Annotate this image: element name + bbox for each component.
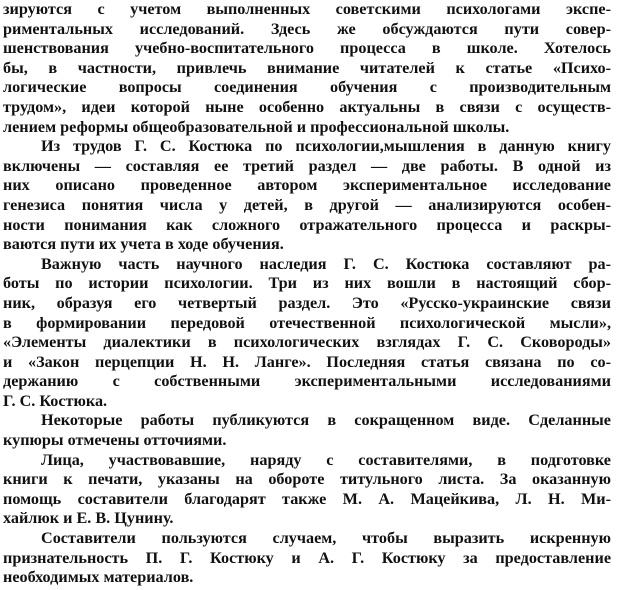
text-line: логические вопросы соединения обучения с производительным	[3, 78, 611, 97]
text-line: держанию с собственными экспериментальными исследованиями	[3, 372, 611, 391]
paragraph	[3, 137, 611, 255]
paragraph	[3, 411, 611, 450]
text-line: риментальных исследований. Здесь же обсуждаются пути совер-	[3, 19, 611, 38]
text-line: «Элементы диалектики в психологических взглядах Г. С. Сковороды»	[3, 333, 611, 352]
text-line: ности понимания как сложного отражательного процесса и раскры-	[3, 215, 611, 234]
text-line: трудом», идеи которой ныне особенно актуальны в связи с осуществ-	[3, 97, 611, 116]
paragraph	[3, 0, 611, 137]
text-line: включены — составляя ее третий раздел — две работы. В одной из	[3, 156, 611, 175]
text-line: лением реформы общеобразовательной и профессиональной школы.	[3, 117, 510, 136]
document-page	[3, 0, 611, 588]
text-line: Составители пользуются случаем, чтобы выразить искренную	[41, 529, 611, 548]
text-line: ваются пути их учета в ходе обучения.	[3, 235, 284, 254]
text-line: хайлюк и Е. В. Цунину.	[3, 509, 174, 528]
text-line: Некоторые работы публикуются в сокращенном виде. Сделанные	[41, 411, 611, 430]
text-line: признательность П. Г. Костюку и А. Г. Костюку за предоставление	[3, 548, 611, 567]
paragraph	[3, 255, 611, 412]
text-line: помощь составители благодарят также М. А. Мацейкива, Л. Н. Ми-	[3, 489, 611, 508]
text-line: Лица, участвовавшие, наряду с составителями, в подготовке	[41, 450, 611, 469]
text-line: книги к печати, указаны на обороте титульного листа. За оказанную	[3, 470, 611, 489]
text-line: генезиса понятия числа у детей, в другой — анализируются особен-	[3, 195, 611, 214]
text-line: Важную часть научного наследия Г. С. Костюка составляют ра-	[41, 254, 611, 273]
text-line: и «Закон перцепции Н. Н. Ланге». Последняя статья связана по со-	[3, 352, 611, 371]
text-line: боты по истории психологии. Три из них вошли в настоящий сбор-	[3, 274, 611, 293]
text-line: необходимых материалов.	[3, 568, 194, 587]
text-line: Г. С. Костюка.	[3, 391, 108, 410]
text-line: зируются с учетом выполненных советскими психологами экспе-	[3, 0, 611, 18]
text-line: бы, в частности, привлечь внимание читателей к статье «Психо-	[3, 58, 611, 77]
text-line: купюры отмечены отточиями.	[3, 431, 227, 450]
paragraph	[3, 451, 611, 529]
paragraph	[3, 529, 611, 588]
text-line: шенствования учебно-воспитательного процесса в школе. Хотелось	[3, 39, 611, 58]
text-line: Из трудов Г. С. Костюка по психологии,мышления в данную книгу	[41, 137, 611, 156]
text-line: в формировании передовой отечественной психологической мысли»,	[3, 313, 611, 332]
text-line: ник, образуя его четвертый раздел. Это «Русско-украинские связи	[3, 293, 611, 312]
text-line: них описано проведенное автором экспериментальное исследование	[3, 176, 611, 195]
